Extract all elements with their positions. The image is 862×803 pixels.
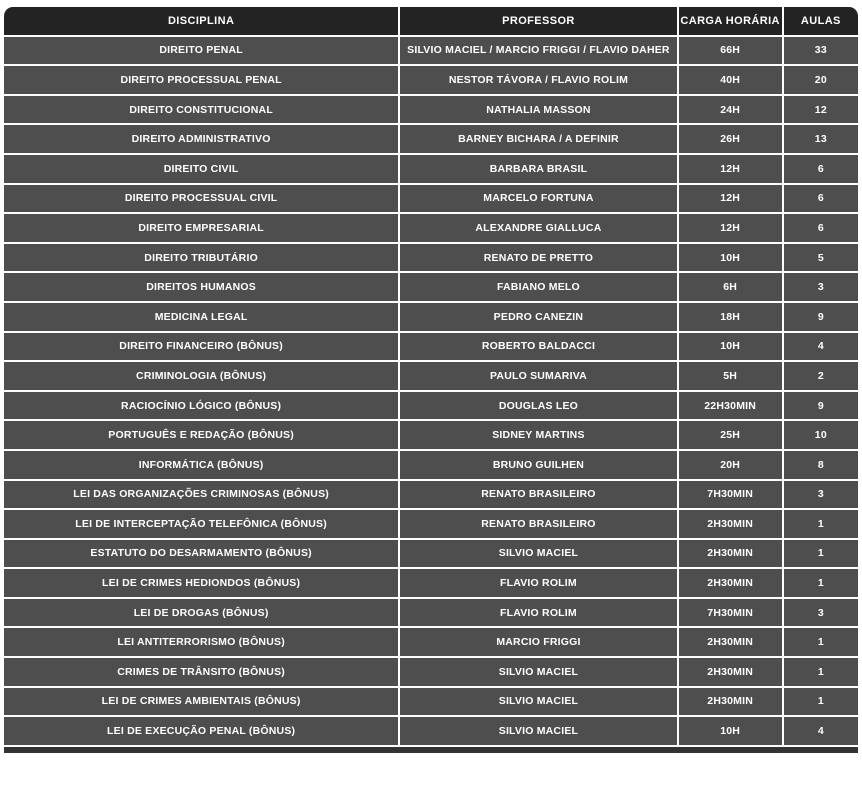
cell-disciplina: LEI DE CRIMES AMBIENTAIS (BÔNUS) [4, 688, 400, 718]
cell-professor: BARBARA BRASIL [400, 155, 678, 185]
cell-carga-horaria: 10H [679, 717, 784, 747]
cell-aulas: 4 [784, 333, 858, 363]
cell-aulas: 20 [784, 66, 858, 96]
table-row [4, 333, 858, 363]
cell-professor: BARNEY BICHARA / A DEFINIR [400, 125, 678, 155]
cell-disciplina: DIREITO TRIBUTÁRIO [4, 244, 400, 274]
cell-professor: SIDNEY MARTINS [400, 421, 678, 451]
cell-disciplina: DIREITO ADMINISTRATIVO [4, 125, 400, 155]
table-row [4, 392, 858, 422]
cell-disciplina: DIREITO PROCESSUAL PENAL [4, 66, 400, 96]
cell-carga-horaria: 18H [679, 303, 784, 333]
cell-aulas: 4 [784, 717, 858, 747]
course-schedule-table-clip [4, 7, 858, 747]
table-row [4, 303, 858, 333]
cell-disciplina: DIREITO CIVIL [4, 155, 400, 185]
table-row [4, 66, 858, 96]
cell-aulas: 6 [784, 185, 858, 215]
cell-aulas: 9 [784, 392, 858, 422]
cell-carga-horaria: 2H30MIN [679, 658, 784, 688]
table-row [4, 185, 858, 215]
cell-disciplina: CRIMES DE TRÂNSITO (BÔNUS) [4, 658, 400, 688]
cell-aulas: 6 [784, 155, 858, 185]
cell-disciplina: CRIMINOLOGIA (BÔNUS) [4, 362, 400, 392]
cell-professor: SILVIO MACIEL [400, 540, 678, 570]
table-row [4, 628, 858, 658]
cell-aulas: 1 [784, 540, 858, 570]
table-row [4, 481, 858, 511]
table-row [4, 540, 858, 570]
cell-carga-horaria: 25H [679, 421, 784, 451]
table-row [4, 510, 858, 540]
table-row [4, 214, 858, 244]
cell-professor: SILVIO MACIEL / MARCIO FRIGGI / FLAVIO DAHER [400, 37, 678, 67]
table-row [4, 96, 858, 126]
cell-aulas: 1 [784, 510, 858, 540]
cell-professor: FABIANO MELO [400, 273, 678, 303]
cell-aulas: 3 [784, 273, 858, 303]
cell-disciplina: LEI DE EXECUÇÃO PENAL (BÔNUS) [4, 717, 400, 747]
cell-carga-horaria: 12H [679, 214, 784, 244]
cell-professor: MARCIO FRIGGI [400, 628, 678, 658]
cell-professor: RENATO BRASILEIRO [400, 510, 678, 540]
table-row [4, 125, 858, 155]
cell-carga-horaria: 2H30MIN [679, 510, 784, 540]
cell-disciplina: LEI DE INTERCEPTAÇÃO TELEFÔNICA (BÔNUS) [4, 510, 400, 540]
cell-carga-horaria: 12H [679, 185, 784, 215]
cell-carga-horaria: 2H30MIN [679, 569, 784, 599]
cell-disciplina: DIREITO PROCESSUAL CIVIL [4, 185, 400, 215]
cell-carga-horaria: 10H [679, 244, 784, 274]
cell-disciplina: RACIOCÍNIO LÓGICO (BÔNUS) [4, 392, 400, 422]
cell-carga-horaria: 5H [679, 362, 784, 392]
cell-disciplina: LEI DAS ORGANIZAÇÕES CRIMINOSAS (BÔNUS) [4, 481, 400, 511]
cell-professor: BRUNO GUILHEN [400, 451, 678, 481]
cell-disciplina: MEDICINA LEGAL [4, 303, 400, 333]
cell-carga-horaria: 20H [679, 451, 784, 481]
cell-professor: PAULO SUMARIVA [400, 362, 678, 392]
cell-carga-horaria: 6H [679, 273, 784, 303]
table-row [4, 717, 858, 747]
cell-aulas: 3 [784, 599, 858, 629]
cell-aulas: 10 [784, 421, 858, 451]
cell-professor: RENATO BRASILEIRO [400, 481, 678, 511]
table-row [4, 362, 858, 392]
cell-professor: ROBERTO BALDACCI [400, 333, 678, 363]
course-schedule-container [4, 7, 858, 753]
table-row [4, 244, 858, 274]
cell-aulas: 5 [784, 244, 858, 274]
cell-professor: RENATO DE PRETTO [400, 244, 678, 274]
cell-disciplina: LEI DE CRIMES HEDIONDOS (BÔNUS) [4, 569, 400, 599]
cell-carga-horaria: 7H30MIN [679, 599, 784, 629]
cell-disciplina: DIREITO PENAL [4, 37, 400, 67]
column-header-carga-horaria: CARGA HORÁRIA [679, 7, 784, 37]
cell-carga-horaria: 26H [679, 125, 784, 155]
cell-aulas: 33 [784, 37, 858, 67]
cell-professor: FLAVIO ROLIM [400, 599, 678, 629]
cell-aulas: 1 [784, 628, 858, 658]
cell-professor: SILVIO MACIEL [400, 658, 678, 688]
column-header-aulas: AULAS [784, 7, 858, 37]
cell-carga-horaria: 2H30MIN [679, 540, 784, 570]
cell-carga-horaria: 66H [679, 37, 784, 67]
cell-professor: DOUGLAS LEO [400, 392, 678, 422]
next-row-cutoff-edge [4, 747, 858, 753]
cell-disciplina: DIREITO CONSTITUCIONAL [4, 96, 400, 126]
cell-aulas: 8 [784, 451, 858, 481]
cell-aulas: 6 [784, 214, 858, 244]
cell-carga-horaria: 2H30MIN [679, 688, 784, 718]
table-row [4, 155, 858, 185]
cell-carga-horaria: 22H30MIN [679, 392, 784, 422]
cell-carga-horaria: 40H [679, 66, 784, 96]
cell-aulas: 3 [784, 481, 858, 511]
cell-professor: PEDRO CANEZIN [400, 303, 678, 333]
table-row [4, 658, 858, 688]
cell-disciplina: LEI DE DROGAS (BÔNUS) [4, 599, 400, 629]
cell-disciplina: INFORMÁTICA (BÔNUS) [4, 451, 400, 481]
table-row [4, 421, 858, 451]
table-row [4, 569, 858, 599]
cell-aulas: 1 [784, 569, 858, 599]
cell-aulas: 9 [784, 303, 858, 333]
cell-carga-horaria: 7H30MIN [679, 481, 784, 511]
cell-professor: NATHALIA MASSON [400, 96, 678, 126]
cell-professor: SILVIO MACIEL [400, 717, 678, 747]
cell-aulas: 13 [784, 125, 858, 155]
table-header-row [4, 7, 858, 37]
cell-disciplina: ESTATUTO DO DESARMAMENTO (BÔNUS) [4, 540, 400, 570]
cell-professor: ALEXANDRE GIALLUCA [400, 214, 678, 244]
cell-professor: SILVIO MACIEL [400, 688, 678, 718]
cell-aulas: 12 [784, 96, 858, 126]
cell-carga-horaria: 2H30MIN [679, 628, 784, 658]
table-row [4, 37, 858, 67]
cell-disciplina: PORTUGUÊS E REDAÇÃO (BÔNUS) [4, 421, 400, 451]
cell-professor: FLAVIO ROLIM [400, 569, 678, 599]
cell-disciplina: DIREITOS HUMANOS [4, 273, 400, 303]
cell-carga-horaria: 12H [679, 155, 784, 185]
cell-aulas: 1 [784, 658, 858, 688]
cell-disciplina: LEI ANTITERRORISMO (BÔNUS) [4, 628, 400, 658]
table-row [4, 273, 858, 303]
column-header-disciplina: DISCIPLINA [4, 7, 400, 37]
cell-carga-horaria: 24H [679, 96, 784, 126]
cell-disciplina: DIREITO EMPRESARIAL [4, 214, 400, 244]
cell-aulas: 1 [784, 688, 858, 718]
table-body [4, 37, 858, 747]
table-row [4, 451, 858, 481]
cell-professor: MARCELO FORTUNA [400, 185, 678, 215]
table-row [4, 688, 858, 718]
cell-aulas: 2 [784, 362, 858, 392]
column-header-professor: PROFESSOR [400, 7, 678, 37]
table-row [4, 599, 858, 629]
course-schedule-table [4, 7, 858, 747]
cell-disciplina: DIREITO FINANCEIRO (BÔNUS) [4, 333, 400, 363]
cell-carga-horaria: 10H [679, 333, 784, 363]
cell-professor: NESTOR TÁVORA / FLAVIO ROLIM [400, 66, 678, 96]
